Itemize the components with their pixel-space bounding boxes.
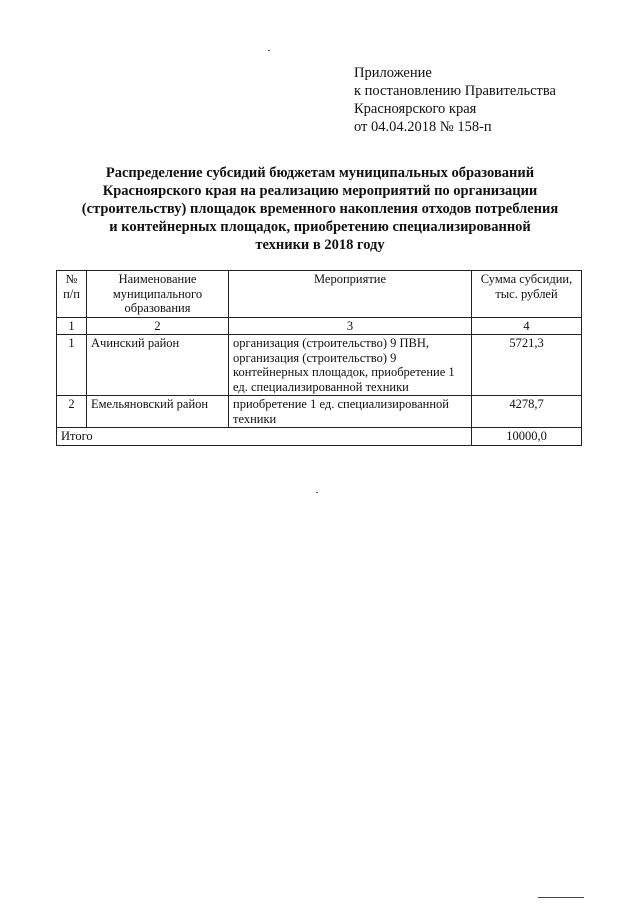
scan-speck (268, 50, 270, 51)
appendix-date-line: от 04.04.2018 № 158-п (354, 119, 492, 135)
row-sum: 4278,7 (472, 396, 582, 428)
appendix-note (354, 64, 624, 136)
col-number: 1 (57, 317, 87, 335)
col-number: 3 (229, 317, 472, 335)
footer-mark (538, 897, 584, 898)
header-event: Мероприятие (229, 271, 472, 318)
scan-speck (316, 492, 318, 493)
table-header-row (57, 271, 582, 318)
appendix-line: Красноярского края (354, 101, 477, 117)
col-number: 2 (87, 317, 229, 335)
table-row (57, 396, 582, 428)
title-line: техники в 2018 году (255, 237, 385, 253)
title-line: Распределение субсидий бюджетам муниципальных образований (105, 165, 535, 181)
title-line: и контейнерных площадок, приобретению специализированной (109, 219, 531, 235)
column-number-row (57, 317, 582, 335)
row-num: 1 (57, 335, 87, 396)
appendix-line: Приложение (354, 65, 432, 81)
header-sum: Сумма субсидии, тыс. рублей (472, 271, 582, 318)
title-line: (строительству) площадок временного накопления отходов потребления (81, 201, 559, 217)
document-title (50, 164, 590, 254)
row-event: организация (строительство) 9 ПВН, организация (строительство) 9 контейнерных площадок, приобретение 1 ед. специализированной техники (229, 335, 472, 396)
header-name: Наименование муниципального образования (87, 271, 229, 318)
title-line: Красноярского края на реализацию мероприятий по организации (102, 183, 538, 199)
table-row (57, 335, 582, 396)
col-number: 4 (472, 317, 582, 335)
row-name: Ачинский район (87, 335, 229, 396)
header-num: № п/п (57, 271, 87, 318)
total-row (57, 428, 582, 446)
row-sum: 5721,3 (472, 335, 582, 396)
total-sum: 10000,0 (472, 428, 582, 446)
row-num: 2 (57, 396, 87, 428)
row-name: Емельяновский район (87, 396, 229, 428)
row-event: приобретение 1 ед. специализированной техники (229, 396, 472, 428)
subsidy-table (56, 270, 582, 446)
appendix-line: к постановлению Правительства (354, 83, 556, 99)
total-label: Итого (57, 428, 472, 446)
